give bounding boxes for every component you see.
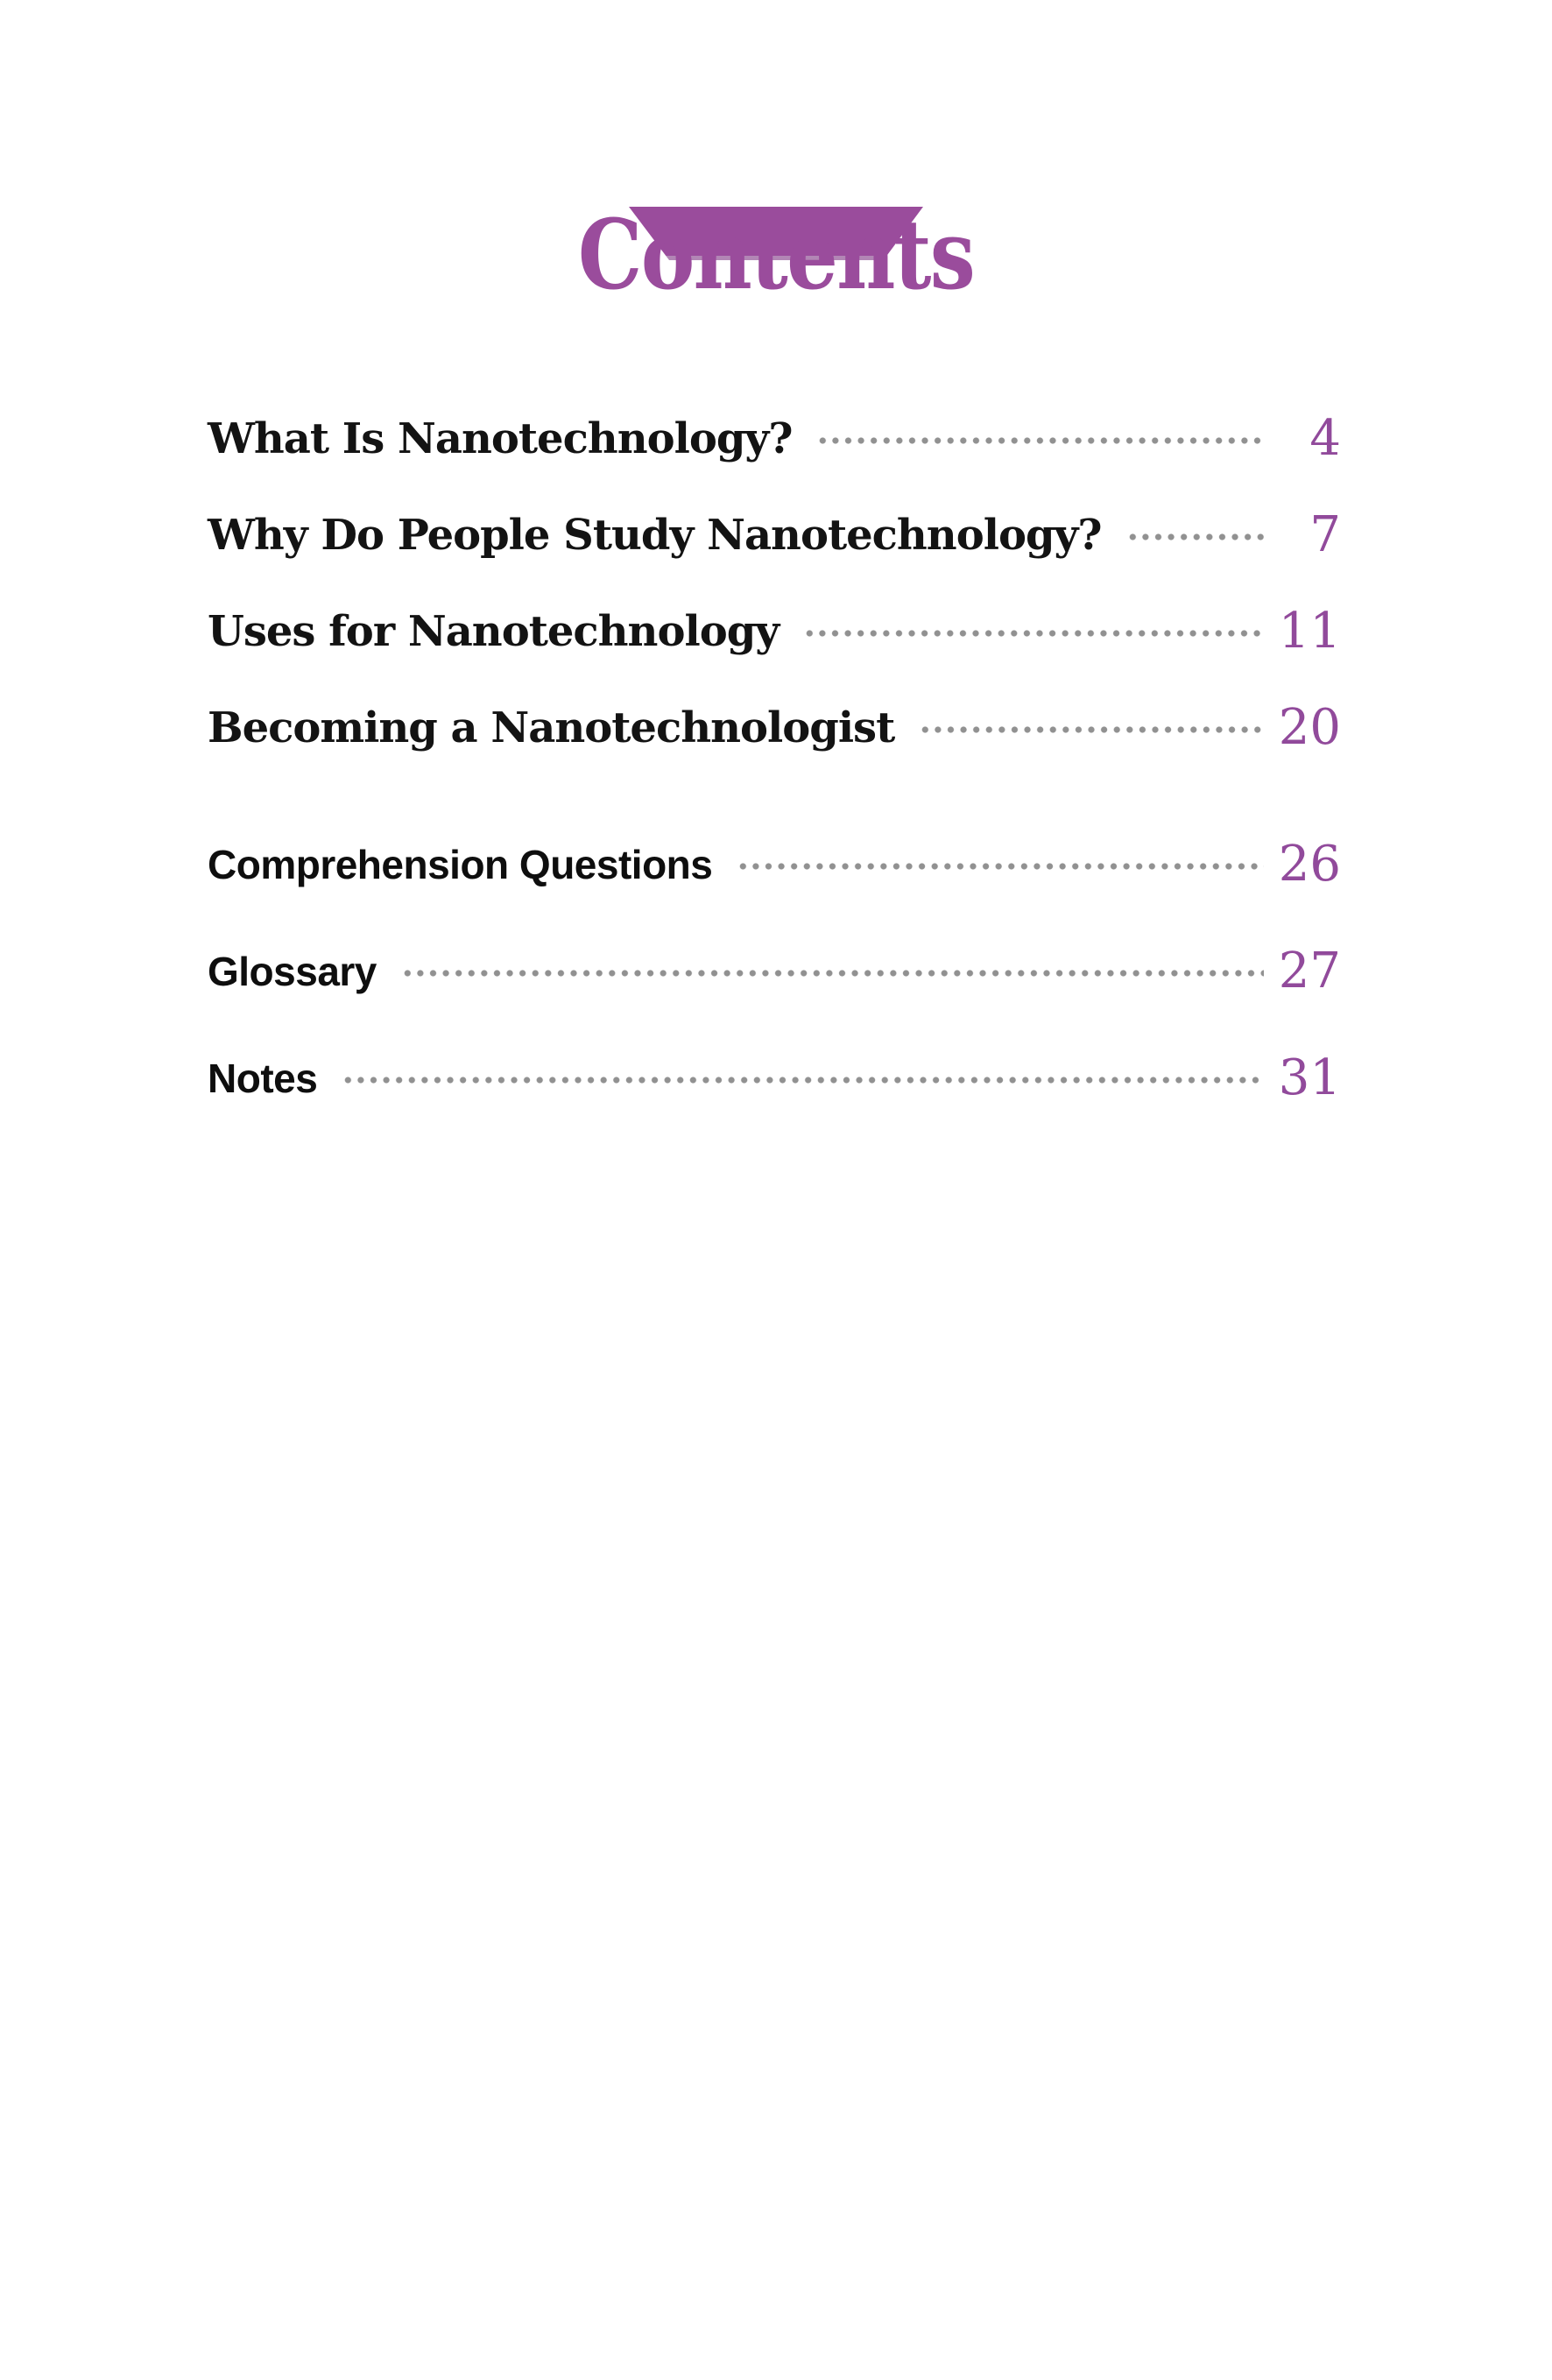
toc-entry-row xyxy=(208,487,1341,583)
toc-chapter-group xyxy=(208,391,1341,776)
dotted-leader xyxy=(342,1077,1264,1084)
toc-page-number: 27 xyxy=(1278,943,1341,999)
toc-entry-row xyxy=(208,918,1341,1025)
toc-backmatter-group xyxy=(208,811,1341,1132)
dotted-leader xyxy=(737,863,1264,870)
dotted-leader xyxy=(816,437,1264,444)
dotted-leader xyxy=(401,970,1264,977)
dotted-leader xyxy=(803,630,1264,637)
toc-entry-title: Glossary xyxy=(208,949,377,994)
toc-entry-row xyxy=(208,680,1341,776)
toc-entry-row xyxy=(208,583,1341,680)
toc-page-number: 20 xyxy=(1278,699,1341,756)
toc-page-number: 26 xyxy=(1278,836,1341,893)
toc-entry-row xyxy=(208,391,1341,487)
toc-page-number: 7 xyxy=(1309,506,1341,563)
toc-entry-row xyxy=(208,1025,1341,1132)
dotted-leader xyxy=(1126,533,1264,540)
toc-entry-title: Comprehension Questions xyxy=(208,842,713,887)
toc-page-number: 31 xyxy=(1278,1049,1341,1106)
toc-entry-row xyxy=(208,811,1341,918)
toc-entry-title: Why Do People Study Nanotechnology? xyxy=(208,511,1102,560)
page-title: Contents xyxy=(577,198,975,311)
toc-page-number: 11 xyxy=(1278,603,1341,660)
dotted-leader xyxy=(919,726,1264,733)
toc-entry-title: Notes xyxy=(208,1056,318,1101)
toc-entry-title: What Is Nanotechnology? xyxy=(208,414,793,463)
table-of-contents xyxy=(208,391,1341,1132)
toc-page-number: 4 xyxy=(1309,410,1341,467)
toc-entry-title: Becoming a Nanotechnologist xyxy=(208,703,895,752)
toc-entry-title: Uses for Nanotechnology xyxy=(208,607,780,656)
